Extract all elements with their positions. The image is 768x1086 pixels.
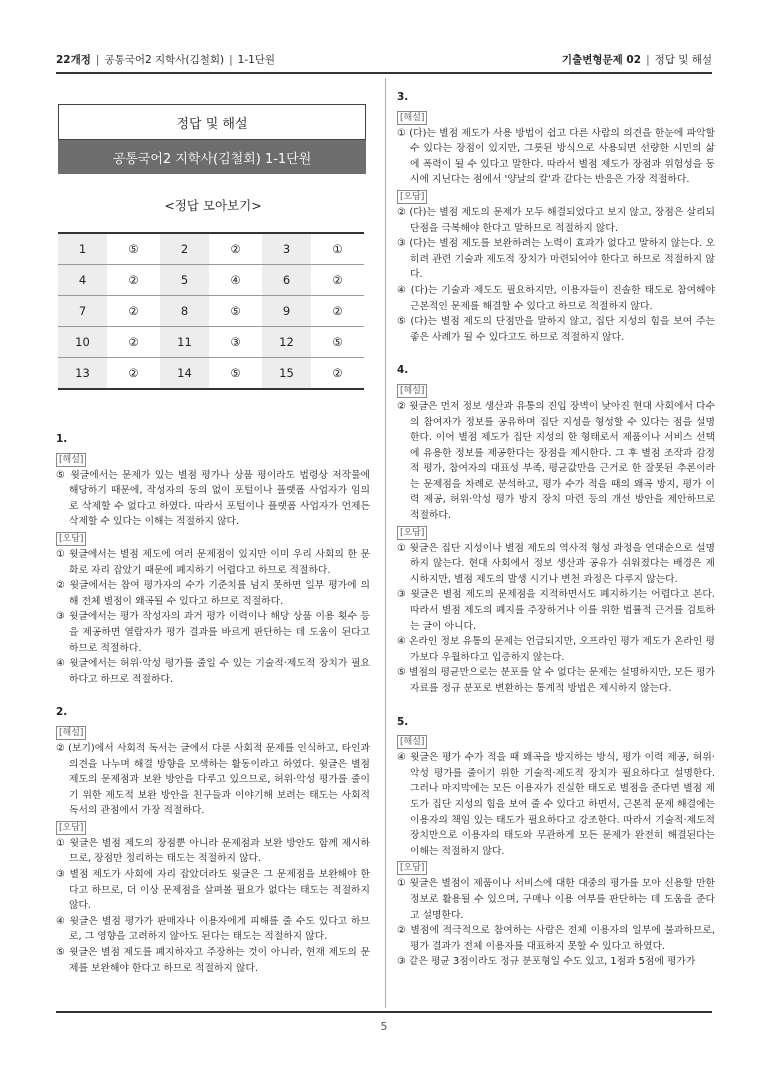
wrong-item: ① 윗글은 별점이 제품이나 서비스에 대한 대중의 평가를 모아 신용할 만한 정보로 활용될 수 있으며, 구매나 이용 여부를 판단하는 데 도움을 준다고 설명한다. <box>397 878 715 921</box>
wrong-item: ④ (다)는 기술과 제도도 필요하지만, 이용자들이 진솔한 태도로 참여해야 근본적인 문제를 해결할 수 있다고 하므로 적절하지 않다. <box>397 284 715 312</box>
left-column <box>56 104 370 976</box>
wrong-item: ③ 별점 제도가 사회에 자리 잡았더라도 윗글은 그 문제점을 보완해야 한다고 하므로, 더 이상 문제점을 살펴볼 필요가 없다는 태도는 적절하지 않다. <box>56 869 370 912</box>
wrong-item: ③ (다)는 별점 제도를 보완하려는 노력이 효과가 없다고 말하지 않는다. 오히려 관련 기술과 제도적 장치가 마련되어야 한다고 하므로 적절하지 않다. <box>397 238 715 281</box>
question-number: 3. <box>397 91 409 103</box>
header-right: 기출변형문제 02 | 정답 및 해설 <box>561 54 712 66</box>
answer-cell: ② <box>107 296 160 327</box>
question-number: 1. <box>56 433 68 445</box>
question-number-cell: 2 <box>160 233 209 265</box>
question-number-cell: 6 <box>262 265 311 296</box>
wrong-item: ⑤ 윗글은 별점 제도를 폐지하자고 주장하는 것이 아니라, 현재 제도의 문제를 보완해야 한다고 하므로 적절하지 않다. <box>56 947 370 974</box>
question-number-cell: 7 <box>58 296 107 327</box>
wrong-tag: [오답] <box>397 190 427 204</box>
answer-row <box>58 265 364 296</box>
wrong-item: ④ 온라인 정보 유통의 문제는 언급되지만, 오프라인 평가 제도가 온라인 평가보다 우월하다고 입증하지 않는다. <box>397 636 715 663</box>
answer-cell: ② <box>311 358 364 390</box>
question-number-cell: 10 <box>58 327 107 358</box>
wrong-tag: [오답] <box>397 526 427 540</box>
wrong-item: ④ 윗글에서는 허위·악성 평가를 줄일 수 있는 기술적·제도적 장치가 필요하다고 하므로 적절하다. <box>56 658 370 685</box>
wrong-item: ① 윗글에서는 별점 제도에 여러 문제점이 있지만 이미 우리 사회의 한 문화로 자리 잡았기 때문에 폐지하기 어렵다고 하므로 적절하다. <box>56 548 370 576</box>
question-number-cell: 4 <box>58 265 107 296</box>
answer-cell: ② <box>107 265 160 296</box>
answer-row <box>58 327 364 358</box>
footer-rule <box>56 1011 712 1013</box>
explanation-text: ② 윗글은 먼저 정보 생산과 유통의 진입 장벽이 낮아진 현대 사회에서 다수의 참여자가 정보를 공유하며 집단 지성을 형성할 수 있다는 점을 설명한다. 이어 별점 제도가 집단 지성의 한 형태로서 제품이나 서비스 선택에 유용한 정보를 제공한다는 장점을 제시한다. 그 후 별점 조작과 감정적 평가, 참여자의 대표성 부족, 평균값만을 근거로 한 잘못된 추론이라는 문제점을 차례로 분석하고, 평가 수가 적을 때의 왜곡 방지, 평가 이력 제공, 허위·악성 평가 방지 장치 마련 등의 개선 방안을 제안하므로 적절하다. <box>397 400 715 522</box>
header-series: 기출변형문제 02 <box>561 54 642 66</box>
explanation-tag: [해설] <box>56 453 86 467</box>
wrong-item: ⑤ (다)는 별점 제도의 단점만을 말하지 않고, 집단 지성의 힘을 보여 주는 좋은 사례가 될 수 있다고도 하므로 적절하지 않다. <box>397 316 715 343</box>
explanation-text: ② (보기)에서 사회적 독서는 글에서 다룬 사회적 문제를 인식하고, 타인과 의견을 나누며 해결 방향을 모색하는 활동이라고 하였다. 윗글은 별점 제도의 문제점과 보완 방안을 다루고 있으므로, 허위·악성 평가를 줄이기 위한 제도적 보완 방안을 친구들과 이야기해 보려는 태도는 사회적 독서의 관점에서 가장 적절하다. <box>56 742 370 817</box>
question-3 <box>397 90 715 345</box>
wrong-item: ④ 윗글은 별점 평가가 판매자나 이용자에게 피해를 줄 수도 있다고 하므로, 그 영향을 고려하지 않아도 된다는 태도는 적절하지 않다. <box>56 915 370 943</box>
wrong-tag: [오답] <box>56 821 86 835</box>
wrong-item: ③ 윗글은 별점 제도의 문제점을 지적하면서도 폐지하기는 어렵다고 본다. 따라서 별점 제도의 폐지를 주장하거나 이를 위한 법률적 근거를 검토하는 글이 아니다. <box>397 589 715 632</box>
wrong-item: ② 윗글에서는 참여 평가자의 수가 기준치를 넘지 못하면 일부 평가에 의해 전체 별점이 왜곡될 수 있다고 하므로 적절하다. <box>56 580 370 607</box>
question-number-cell: 5 <box>160 265 209 296</box>
question-number-cell: 12 <box>262 327 311 358</box>
header-unit: 1-1단원 <box>237 54 276 66</box>
wrong-item: ① 윗글은 별점 제도의 장점뿐 아니라 문제점과 보완 방안도 함께 제시하므로, 장점만 정리하는 태도는 적절하지 않다. <box>56 837 370 865</box>
answer-cell: ⑤ <box>209 358 262 390</box>
answer-row <box>58 233 364 265</box>
question-number: 2. <box>56 706 68 719</box>
page-number: 5 <box>380 1020 388 1033</box>
wrong-item: ② (다)는 별점 제도의 문제가 모두 해결되었다고 보지 않고, 장점은 살리되 단점을 극복해야 한다고 말하므로 적절하지 않다. <box>397 206 715 234</box>
question-number-cell: 3 <box>262 233 311 265</box>
answer-cell: ⑤ <box>107 233 160 265</box>
answer-cell: ⑤ <box>311 327 364 358</box>
explanation-tag: [해설] <box>397 735 427 749</box>
question-number-cell: 1 <box>58 233 107 265</box>
answer-cell: ① <box>311 233 364 265</box>
question-number: 4. <box>397 364 409 377</box>
explanation-text: ⑤ 윗글에서는 문제가 있는 별점 평가나 상품 평이라도 법령상 저작물에 해당하기 때문에, 작성자의 동의 없이 포털이나 플랫폼 사업자가 임의로 삭제할 수 없다고 하였다. 따라서 포털이나 플랫폼 사업자가 언제든 삭제할 수 있다는 이해는 적절하지 않다. <box>56 469 370 528</box>
question-number-cell: 11 <box>160 327 209 358</box>
answer-cell: ⑤ <box>209 296 262 327</box>
right-column <box>397 90 715 970</box>
question-number-cell: 14 <box>160 358 209 390</box>
answer-cell: ② <box>209 233 262 265</box>
question-2 <box>56 705 370 976</box>
explanation-tag: [해설] <box>56 726 86 740</box>
title-box: 정답 및 해설 <box>58 104 366 140</box>
question-number-cell: 15 <box>262 358 311 390</box>
header-edition: 22개정 <box>56 54 91 66</box>
wrong-item: ⑤ 별점의 평균만으로는 분포를 알 수 없다는 문제는 설명하지만, 모든 평가 자료를 정규 분포로 변환하는 통계적 방법은 제시하지 않는다. <box>397 667 715 694</box>
subtitle-box: 공통국어2 지학사(김철회) 1-1단원 <box>58 140 366 174</box>
question-5 <box>397 715 715 970</box>
question-number-cell: 8 <box>160 296 209 327</box>
header-left: 22개정 | 공통국어2 지학사(김철회) | 1-1단원 <box>56 54 276 66</box>
answer-row <box>58 296 364 327</box>
page-header <box>56 48 712 70</box>
answer-cell: ② <box>107 358 160 390</box>
question-number-cell: 13 <box>58 358 107 390</box>
question-number-cell: 9 <box>262 296 311 327</box>
question-1 <box>56 432 370 687</box>
wrong-tag: [오답] <box>56 532 86 546</box>
explanation-text: ④ 윗글은 평가 수가 적을 때 왜곡을 방지하는 방식, 평가 이력 제공, 허위·악성 평가를 줄이기 위한 기술적·제도적 장치가 필요하다고 설명한다. 그러나 마지막에는 모든 이용자가 진실한 태도로 별점을 준다면 별점 제도가 집단 지성의 힘을 보여 줄 수 있다고 하면서, 근본적 문제 해결에는 이용자의 책임 있는 태도가 필요하다고 강조한다. 따라서 기술적·제도적 장치만으로 이용자의 태도와 무관하게 모든 문제가 완전히 해결된다는 이해는 적절하지 않다. <box>397 752 715 857</box>
wrong-item: ① 윗글은 집단 지성이나 별점 제도의 역사적 형성 과정을 연대순으로 설명하지 않는다. 현대 사회에서 정보 생산과 공유가 쉬워졌다는 배경은 제시하지만, 별점 제도의 발생 시기나 변천 과정은 다루지 않는다. <box>397 542 715 585</box>
answer-cell: ② <box>107 327 160 358</box>
answer-cell: ② <box>311 296 364 327</box>
header-section: 정답 및 해설 <box>654 54 712 66</box>
question-number: 5. <box>397 715 409 728</box>
answer-cell: ④ <box>209 265 262 296</box>
wrong-tag: [오답] <box>397 861 427 875</box>
header-book: 공통국어2 지학사(김철회) <box>104 54 225 66</box>
column-divider <box>385 78 386 1008</box>
answer-table <box>58 232 364 390</box>
explanation-tag: [해설] <box>397 384 427 398</box>
header-rule <box>56 72 712 74</box>
answer-row <box>58 358 364 390</box>
answer-cell: ③ <box>209 327 262 358</box>
explanation-tag: [해설] <box>397 111 427 125</box>
wrong-item: ③ 윗글에서는 평가 작성자의 과거 평가 이력이나 해당 상품 이용 횟수 등을 제공하면 열람자가 평가 결과를 바르게 판단하는 데 도움이 된다고 하므로 적절하다. <box>56 611 370 654</box>
explanation-text: ① (다)는 별점 제도가 사용 방법이 쉽고 다른 사람의 의견을 한눈에 파악할 수 있다는 장점이 있지만, 그릇된 방식으로 사용되면 선량한 시민의 삶에 폭력이 될 수 있다고 말한다. 따라서 별점 제도가 장점과 위험성을 동시에 지닌다는 점에서 '양날의 칼'과 같다는 반응은 가장 적절하다. <box>397 127 715 186</box>
wrong-item: ③ 같은 평균 3점이라도 정규 분포형일 수도 있고, 1점과 5점에 평가가 <box>397 956 696 968</box>
wrong-item: ② 별점에 적극적으로 참여하는 사람은 전체 이용자의 일부에 불과하므로, 평가 결과가 전체 이용자를 대표하지 못할 수 있다고 하였다. <box>397 925 715 952</box>
answer-cell: ② <box>311 265 364 296</box>
answer-summary-title: <정답 모아보기> <box>164 198 262 213</box>
question-4 <box>397 363 715 696</box>
